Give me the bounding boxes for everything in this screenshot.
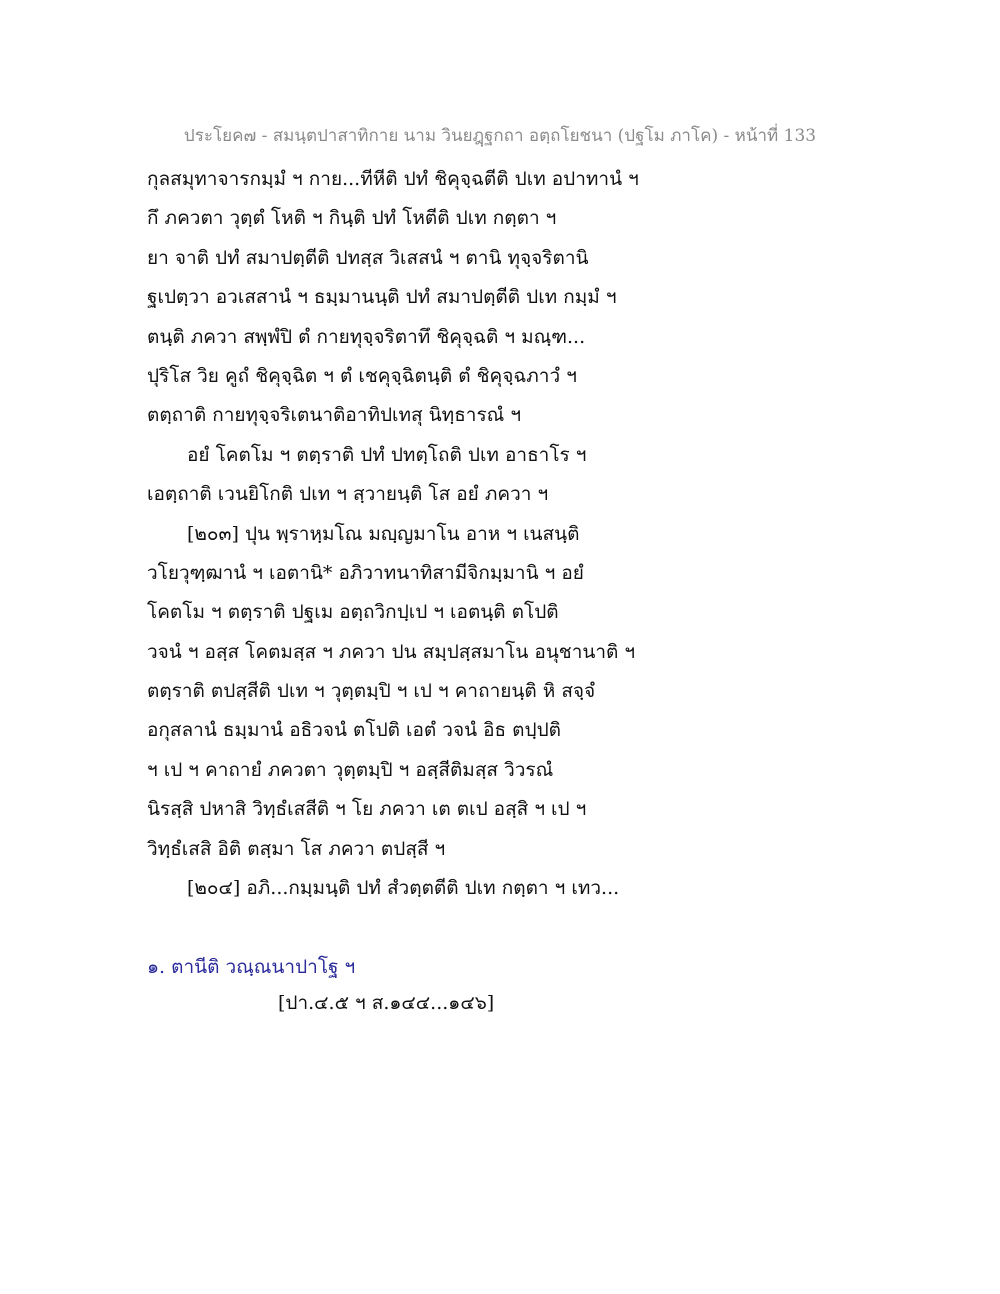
body-text bbox=[147, 160, 867, 908]
text-line: ฐเปตฺวา อวเสสานํ ฯ ธมฺมานนฺติ ปทํ สมาปตฺตีติ ปเท กมฺมํ ฯ bbox=[147, 286, 617, 309]
text-line: ยา จาติ ปทํ สมาปตฺตีติ ปทสฺส วิเสสนํ ฯ ตานิ ทุจฺจริตานิ bbox=[147, 246, 589, 269]
text-line: วจนํ ฯ อสฺส โคตมสฺส ฯ ภควา ปน สมฺปสฺสมาโน อนุชานาติ ฯ bbox=[147, 640, 636, 663]
text-line: กุลสมุทาจารกมฺมํ ฯ กาย...ทีหีติ ปทํ ชิคุจฺฉตีติ ปเท อปาทานํ ฯ bbox=[147, 168, 639, 190]
text-line: กึ ภควตา วุตฺตํ โหติ ฯ กินฺติ ปทํ โหตีติ ปเท กตฺตา ฯ bbox=[147, 207, 557, 230]
text-line: [๒๐๓] ปุน พฺราหฺมโณ มญฺญมาโน อาห ฯ เนสนฺติ bbox=[187, 522, 580, 545]
text-line: ปุริโส วิย คูถํ ชิคุจฺฉิต ฯ ตํ เชคุจฺฉิตนฺติ ตํ ชิคุจฺฉภาวํ ฯ bbox=[147, 364, 577, 387]
text-line: วิทฺธํเสสิ อิติ ตสฺมา โส ภควา ตปสฺสี ฯ bbox=[147, 837, 446, 860]
footnote: ๑. ตานีติ วณฺณนาปาโฐ ฯ bbox=[147, 956, 356, 978]
text-line: อกุสลานํ ธมฺมานํ อธิวจนํ ตโปติ เอตํ วจนํ อิธ ตปฺปติ bbox=[147, 719, 561, 742]
page-reference: [ปา.๔.๕ ฯ ส.๑๔๔...๑๔๖] bbox=[278, 992, 495, 1014]
text-line: อยํ โคตโม ฯ ตตฺราติ ปทํ ปทตฺโถติ ปเท อาธาโร ฯ bbox=[187, 443, 587, 466]
text-line: เอตฺถาติ เวนยิโกติ ปเท ฯ สฺวายนฺติ โส อยํ ภควา ฯ bbox=[147, 483, 549, 506]
text-line: นิรสฺสิ ปหาสิ วิทฺธํเสสีติ ฯ โย ภควา เต ตเป อสฺสิ ฯ เป ฯ bbox=[147, 798, 587, 821]
text-line: ตตฺถาติ กายทุจฺจริเตนาติอาทิปเทสุ นิทฺธารณํ ฯ bbox=[147, 404, 521, 427]
text-line: วโยวุฑฺฒานํ ฯ เอตานิ* อภิวาทนาทิสามีจิกมฺมานิ ฯ อยํ bbox=[147, 561, 584, 584]
text-line: ฯ เป ฯ คาถายํ ภควตา วุตฺตมฺปิ ฯ อสฺสีติมสฺส วิวรณํ bbox=[147, 758, 554, 781]
text-line: [๒๐๔] อภิ...กมฺมนฺติ ปทํ สํวตฺตตีติ ปเท กตฺตา ฯ เทว... bbox=[187, 877, 620, 900]
text-line: โคตโม ฯ ตตฺราติ ปฐเม อตฺถวิกปฺเป ฯ เอตนฺติ ตโปติ bbox=[147, 601, 559, 624]
text-line: ตนฺติ ภควา สพฺพํปิ ตํ กายทุจฺจริตาทึ ชิคุจฺฉติ ฯ มณฺฑ... bbox=[147, 325, 586, 348]
page-header: ประโยค๗ - สมนฺตปาสาทิกาย นาม วินยฎฺฐกถา อตฺถโยชนา (ปฐโม ภาโค) - หน้าที่ 133 bbox=[183, 126, 817, 146]
text-line: ตตฺราติ ตปสฺสีติ ปเท ฯ วุตฺตมฺปิ ฯ เป ฯ คาถายนฺติ หิ สจฺจํ bbox=[147, 680, 596, 703]
